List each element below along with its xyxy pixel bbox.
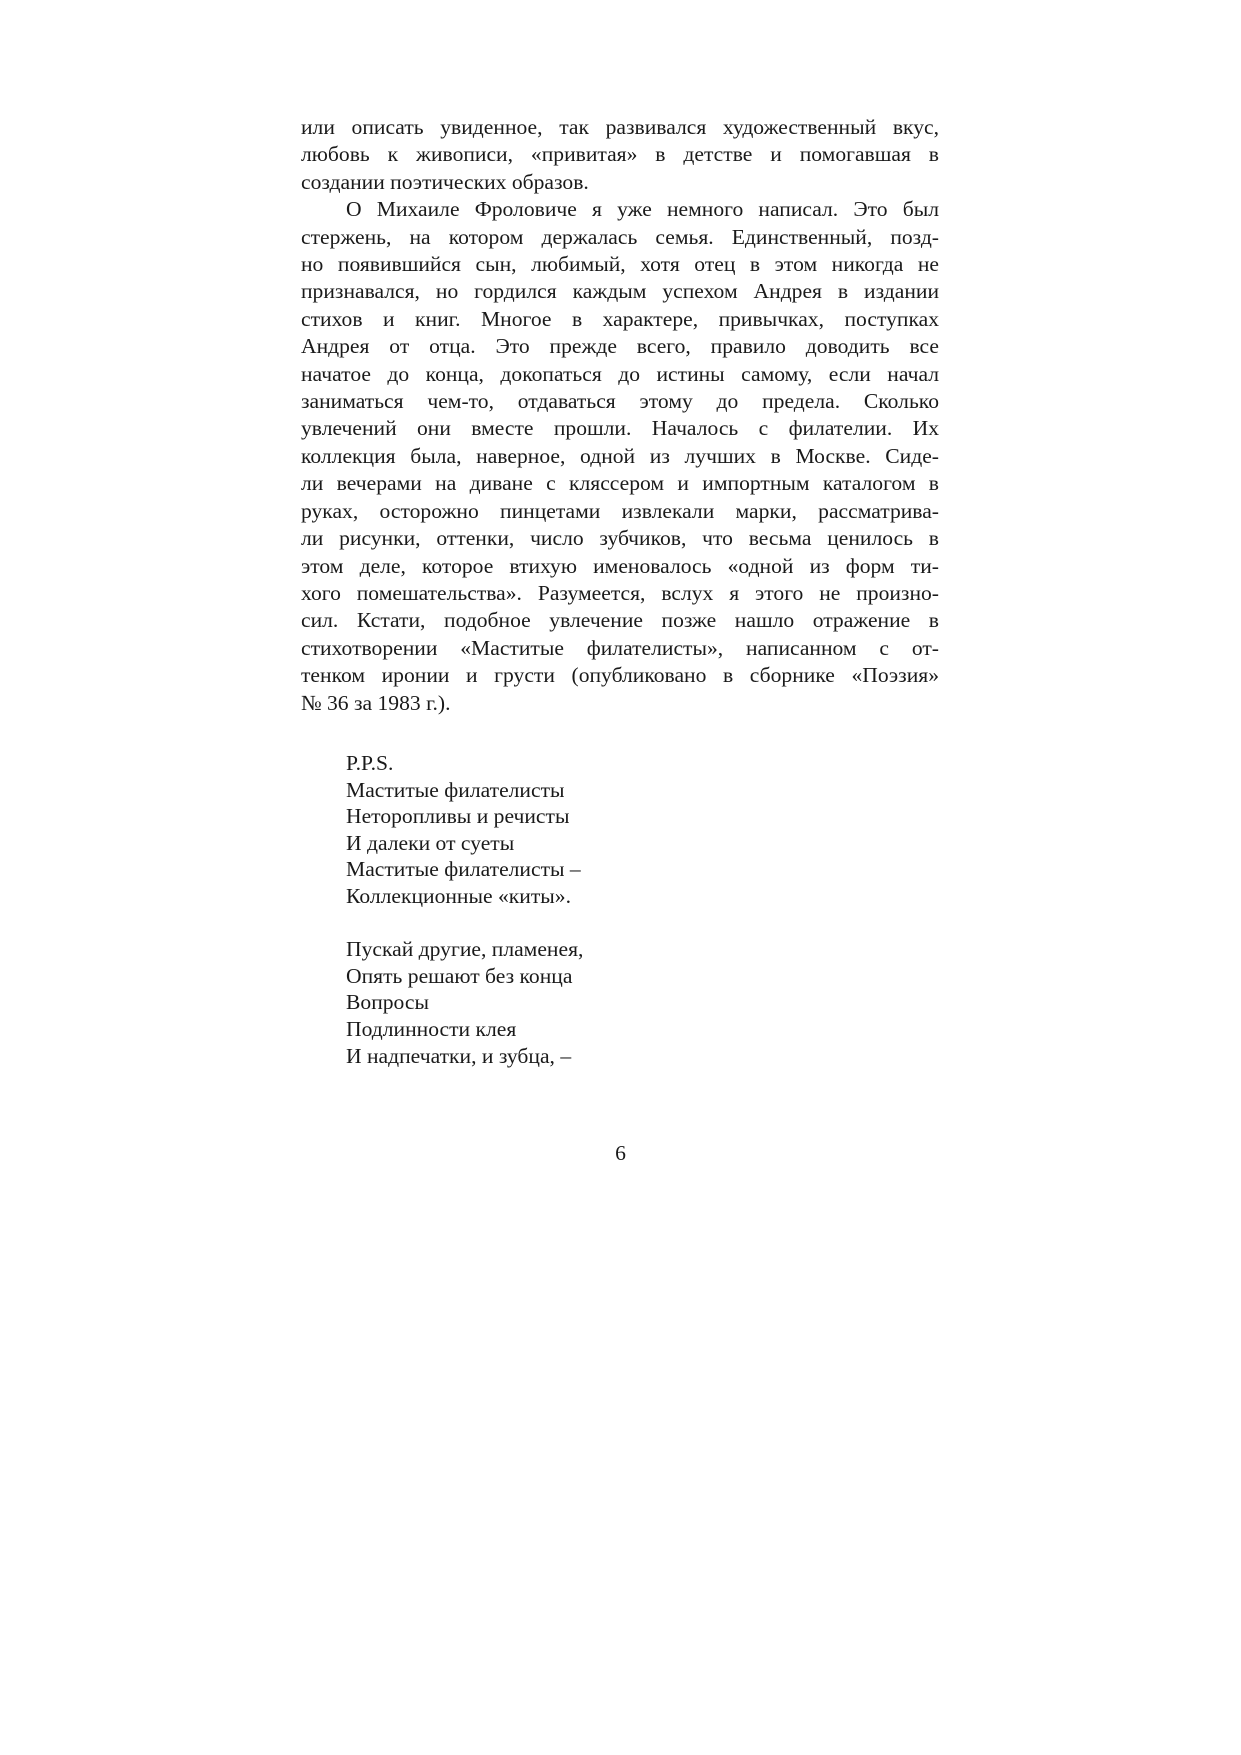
text-line: сил. Кстати, подобное увлечение позже нашло отражение в (301, 608, 939, 633)
text-line: создании поэтических образов. (301, 169, 589, 194)
poem-line: Неторопливы и речисты (346, 804, 570, 829)
text-line: руках, осторожно пинцетами извлекали марки, рассматрива- (301, 498, 939, 523)
paragraph-main (301, 196, 939, 717)
text-line: хого помешательства». Разумеется, вслух я этого не произно- (301, 580, 939, 605)
text-line: Андрея от отца. Это прежде всего, правило доводить все (301, 334, 939, 359)
poem-line: Маститые филателисты (346, 777, 565, 802)
text-line: стихов и книг. Многое в характере, привычках, поступках (301, 306, 939, 331)
text-line: или описать увиденное, так развивался художественный вкус, (301, 115, 939, 139)
text-line: этом деле, которое втихую именовалось «одной из форм ти- (301, 553, 939, 578)
poem-line: Маститые филателисты – (346, 857, 581, 882)
poem-line: Пускай другие, пламенея, (346, 937, 584, 962)
text-line: ли рисунки, оттенки, число зубчиков, что весьма ценилось в (301, 526, 939, 551)
text-line: но появившийся сын, любимый, хотя отец в этом никогда не (301, 252, 939, 277)
text-line: № 36 за 1983 г.). (301, 690, 451, 715)
page-number: 6 (615, 1141, 626, 1165)
poem-line: Коллекционные «киты». (346, 883, 571, 908)
text-line: любовь к живописи, «привитая» в детстве и помогавшая в (301, 142, 939, 167)
paragraph-continued (301, 114, 939, 196)
text-line: признавался, но гордился каждым успехом Андрея в издании (301, 279, 939, 304)
poem (346, 750, 906, 1069)
text-line: стихотворении «Маститые филателисты», написанном с от- (301, 635, 939, 660)
poem-stanza-2 (346, 936, 906, 1069)
poem-line: И далеки от суеты (346, 830, 515, 855)
text-line: О Михаиле Фроловиче я уже немного написал. Это был (346, 197, 939, 222)
poem-line: Опять решают без конца (346, 963, 573, 988)
poem-heading: P.P.S. (346, 751, 394, 775)
poem-line: Подлинности клея (346, 1016, 517, 1041)
poem-line: И надпечатки, и зубца, – (346, 1043, 572, 1068)
text-line: начатое до конца, докопаться до истины самому, если начал (301, 361, 939, 386)
body-text (301, 114, 939, 717)
poem-line: Вопросы (346, 990, 429, 1015)
text-line: заниматься чем-то, отдаваться этому до предела. Сколько (301, 389, 939, 414)
text-line: стержень, на котором держалась семья. Единственный, позд- (301, 224, 939, 249)
text-line: увлечений они вместе прошли. Началось с филателии. Их (301, 416, 939, 441)
text-line: тенком иронии и грусти (опубликовано в сборнике «Поэзия» (301, 663, 939, 688)
text-line: ли вечерами на диване с кляссером и импортным каталогом в (301, 471, 939, 496)
text-line: коллекция была, наверное, одной из лучших в Москве. Сиде- (301, 443, 939, 468)
poem-stanza-1 (346, 750, 906, 910)
